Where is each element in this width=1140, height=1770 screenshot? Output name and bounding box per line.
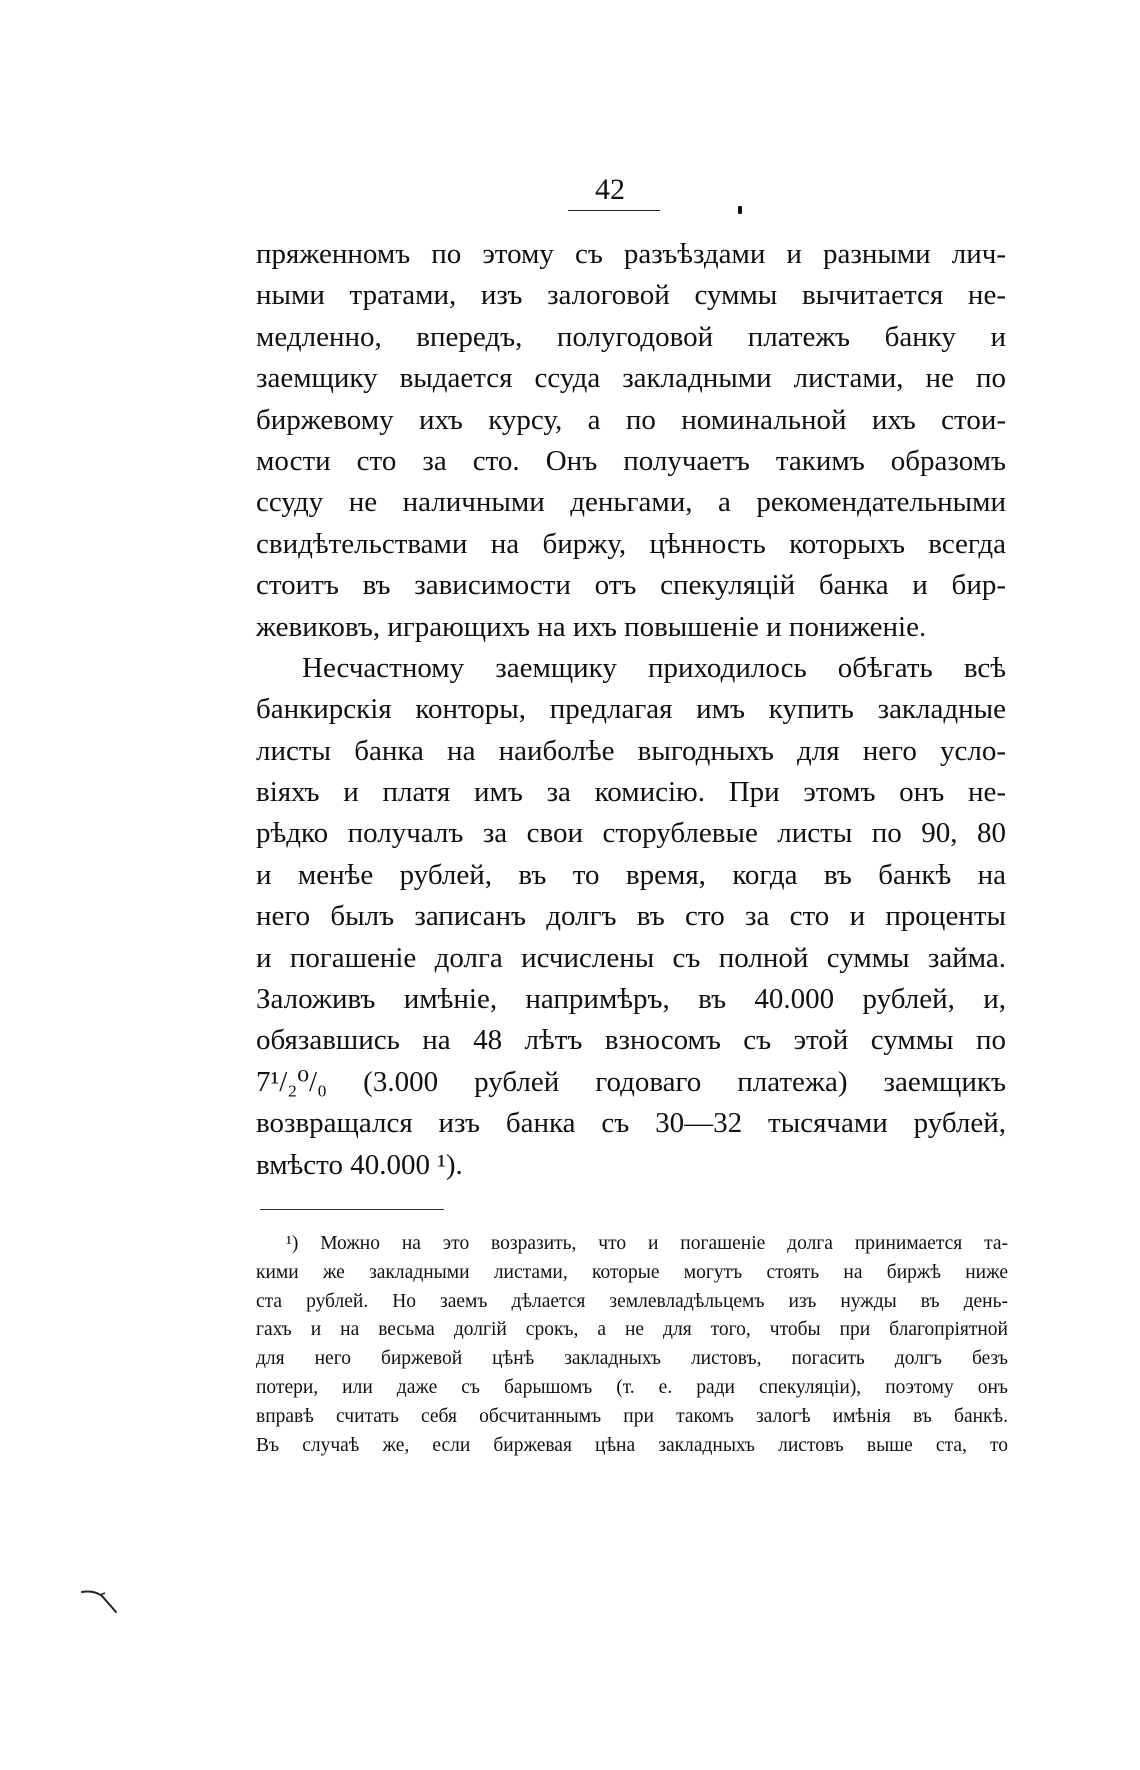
body-line: возвращался изъ банка съ 30—32 тысячами рублей, xyxy=(256,1107,1006,1140)
footnote-line: гахъ и на весьма долгій срокъ, а не для того, чтобы при благопріятной xyxy=(256,1319,1008,1341)
footnote-line: вправѣ считать себя обсчитаннымъ при такомъ залогѣ имѣнія въ банкѣ. xyxy=(256,1405,1008,1427)
footnote-line: ста рублей. Но заемъ дѣлается землевладѣльцемъ изъ нужды въ день- xyxy=(256,1290,1008,1312)
paragraph-start-line: Несчастному заемщику приходилось обѣгать всѣ xyxy=(302,651,1006,684)
body-line: 7¹/₂⁰/₀ (3.000 рублей годоваго платежа) заемщикъ xyxy=(256,1065,1006,1098)
body-line: рѣдко получалъ за свои сторублевые листы по 90, 80 xyxy=(256,817,1006,850)
body-line: ными тратами, изъ залоговой суммы вычитается не- xyxy=(256,279,1006,312)
footnote-line: Въ случаѣ же, если биржевая цѣна закладныхъ листовъ выше ста, то xyxy=(256,1434,1008,1456)
footnote-line: ¹) Можно на это возразить, что и погашеніе долга принимается та- xyxy=(286,1233,1008,1254)
body-line: и погашеніе долга исчислены съ полной суммы займа. xyxy=(256,941,1006,974)
body-line: віяхъ и платя имъ за комисію. При этомъ онъ не- xyxy=(256,776,1006,809)
main-text xyxy=(256,234,1006,1186)
footnote-line: кими же закладными листами, которые могутъ стоять на биржѣ ниже xyxy=(256,1261,1008,1283)
body-line: банкирскія конторы, предлагая имъ купить закладные xyxy=(256,693,1006,726)
body-line: мости сто за сто. Онъ получаетъ такимъ образомъ xyxy=(256,444,1006,477)
body-line: медленно, впередъ, полугодовой платежъ банку и xyxy=(256,320,1006,353)
footnote xyxy=(256,1230,1008,1460)
body-line: Заложивъ имѣніе, напримѣръ, въ 40.000 рублей, и, xyxy=(256,983,1006,1016)
margin-mark-icon xyxy=(80,1588,120,1618)
body-line: свидѣтельствами на биржу, цѣнность которыхъ всегда xyxy=(256,527,1006,560)
body-line: обязавшись на 48 лѣтъ взносомъ съ этой суммы по xyxy=(256,1024,1006,1057)
footnote-separator xyxy=(260,1209,444,1210)
body-line: вмѣсто 40.000 ¹). xyxy=(256,1148,463,1181)
body-line: листы банка на наиболѣе выгодныхъ для него усло- xyxy=(256,734,1006,767)
page-number-rule xyxy=(568,210,660,211)
body-line: и менѣе рублей, въ то время, когда въ банкѣ на xyxy=(256,858,1006,891)
body-line: пряженномъ по этому съ разъѣздами и разными лич- xyxy=(256,238,1006,270)
body-line: стоитъ въ зависимости отъ спекуляцій банка и бир- xyxy=(256,569,1006,602)
body-line: него былъ записанъ долгъ въ сто за сто и проценты xyxy=(256,900,1006,933)
body-line: биржевому ихъ курсу, а по номинальной ихъ стои- xyxy=(256,403,1006,436)
page-number: 42 xyxy=(595,173,625,206)
body-line: заемщику выдается ссуда закладными листами, не по xyxy=(256,362,1006,395)
body-line: жевиковъ, играющихъ на ихъ повышеніе и пониженіе. xyxy=(256,610,927,643)
print-speck xyxy=(738,206,742,214)
footnote-line: потери, или даже съ барышомъ (т. е. ради спекуляціи), поэтому онъ xyxy=(256,1376,1008,1398)
footnote-line: для него биржевой цѣнѣ закладныхъ листовъ, погасить долгъ безъ xyxy=(256,1348,1008,1370)
body-line: ссуду не наличными деньгами, а рекомендательными xyxy=(256,486,1006,519)
